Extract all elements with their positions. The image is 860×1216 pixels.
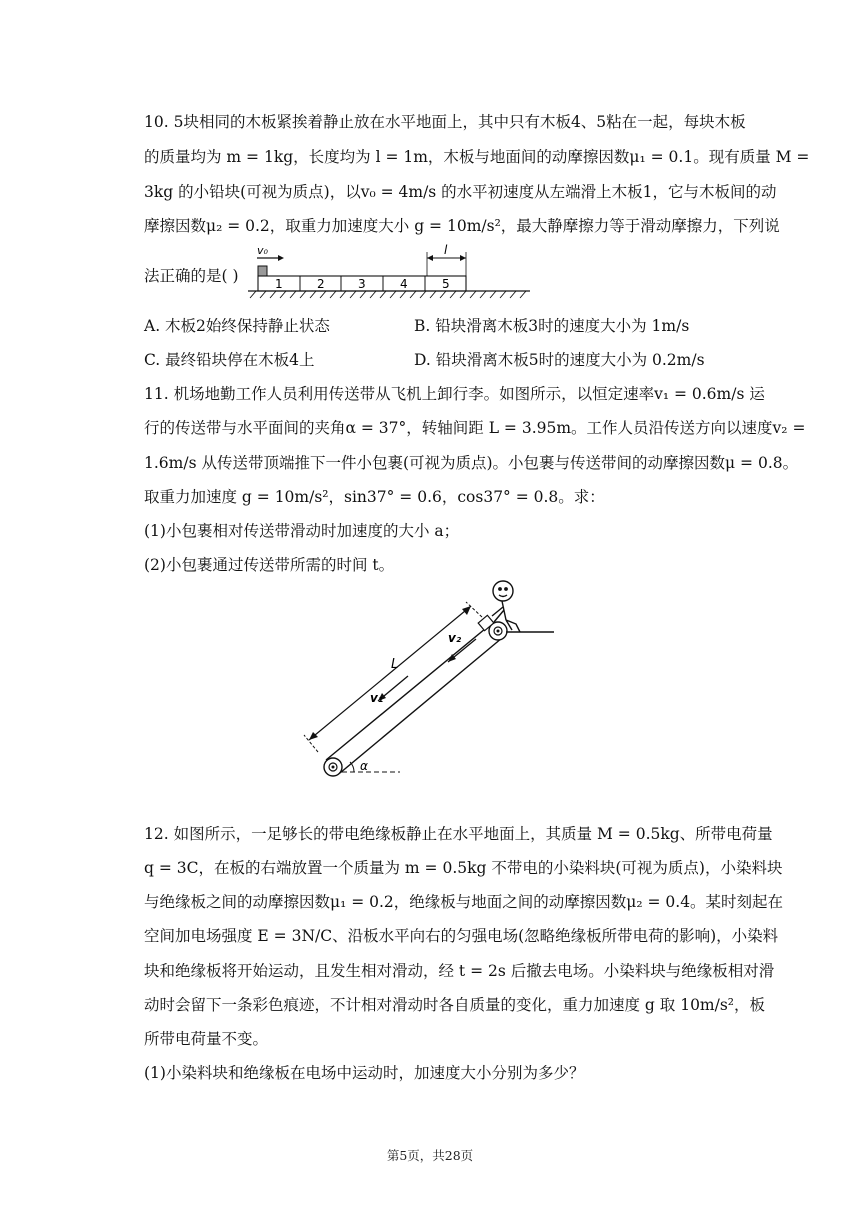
q10-option-d[interactable]: D. 铅块滑离木板5时的速度大小为 0.2m/s — [414, 351, 705, 369]
board-1-label: 1 — [275, 277, 283, 291]
board-2-label: 2 — [317, 277, 325, 291]
q12-line-1: 12. 如图所示，一足够长的带电绝缘板静止在水平地面上，其质量 M = 0.5kg、所带电荷量 — [144, 825, 773, 843]
q12-line-4: 空间加电场强度 E = 3N/C、沿板水平向右的匀强电场(忽略绝缘板所带电荷的影响)，小染料 — [144, 927, 779, 945]
q12-line-2: q = 3C，在板的右端放置一个质量为 m = 0.5kg 不带电的小染料块(可视为质点)，小染料块 — [144, 859, 783, 877]
q11-conveyor-figure — [296, 572, 558, 786]
q11-line-6: (2)小包裹通过传送带所需的时间 t。 — [144, 556, 395, 574]
q11-line-5: (1)小包裹相对传送带滑动时加速度的大小 a； — [144, 522, 460, 540]
q12-line-5: 块和绝缘板将开始运动，且发生相对滑动，经 t = 2s 后撤去电场。小染料块与绝缘板相对滑 — [144, 962, 775, 980]
page-footer: 第5页，共28页 — [386, 1148, 474, 1163]
board-3-label: 3 — [358, 277, 366, 291]
q12-line-6: 动时会留下一条彩色痕迹，不计相对滑动时各自质量的变化，重力加速度 g 取 10m/s²，板 — [144, 996, 766, 1014]
q10-line-5: 法正确的是( ) — [144, 267, 239, 285]
q11-line-2: 行的传送带与水平面间的夹角α = 37°，转轴间距 L = 3.95m。工作人员沿传送方向以速度v₂ = — [144, 419, 806, 437]
q10-option-b[interactable]: B. 铅块滑离木板3时的速度大小为 1m/s — [414, 317, 690, 335]
q10-line-4: 摩擦因数μ₂ = 0.2，取重力加速度大小 g = 10m/s²，最大静摩擦力等于滑动摩擦力，下列说 — [144, 217, 780, 235]
q12-line-8: (1)小染料块和绝缘板在电场中运动时，加速度大小分别为多少？ — [144, 1064, 585, 1082]
q10-boards-figure — [244, 240, 534, 304]
alpha-label: α — [360, 759, 368, 773]
q10-v0-label: v₀ — [257, 244, 268, 257]
v2-label: v₂ — [448, 631, 462, 645]
q11-line-4: 取重力加速度 g = 10m/s²，sin37° = 0.6，cos37° = 0.8。求： — [144, 488, 605, 506]
v1-label: v₁ — [370, 691, 384, 705]
board-4-label: 4 — [400, 277, 408, 291]
q10-line-1: 10. 5块相同的木板紧挨着静止放在水平地面上，其中只有木板4、5粘在一起，每块木板 — [144, 113, 746, 131]
board-5-label: 5 — [442, 277, 450, 291]
q10-l-label: l — [444, 243, 448, 257]
q10-line-2: 的质量均为 m = 1kg，长度均为 l = 1m，木板与地面间的动摩擦因数μ₁ = 0.1。现有质量 M = — [144, 148, 810, 166]
q10-option-a[interactable]: A. 木板2始终保持静止状态 — [144, 317, 330, 335]
q10-line-3: 3kg 的小铅块(可视为质点)，以v₀ = 4m/s 的水平初速度从左端滑上木板1，它与木板间的动 — [144, 183, 777, 201]
q12-line-7: 所带电荷量不变。 — [144, 1030, 269, 1048]
q10-option-c[interactable]: C. 最终铅块停在木板4上 — [144, 351, 315, 369]
q12-line-3: 与绝缘板之间的动摩擦因数μ₁ = 0.2，绝缘板与地面之间的动摩擦因数μ₂ = 0.4。某时刻起在 — [144, 893, 784, 911]
q11-line-3: 1.6m/s 从传送带顶端推下一件小包裹(可视为质点)。小包裹与传送带间的动摩擦因数μ = 0.8。 — [144, 454, 799, 472]
L-label: L — [391, 657, 399, 672]
q11-line-1: 11. 机场地勤工作人员利用传送带从飞机上卸行李。如图所示，以恒定速率v₁ = 0.6m/s 运 — [144, 385, 765, 403]
